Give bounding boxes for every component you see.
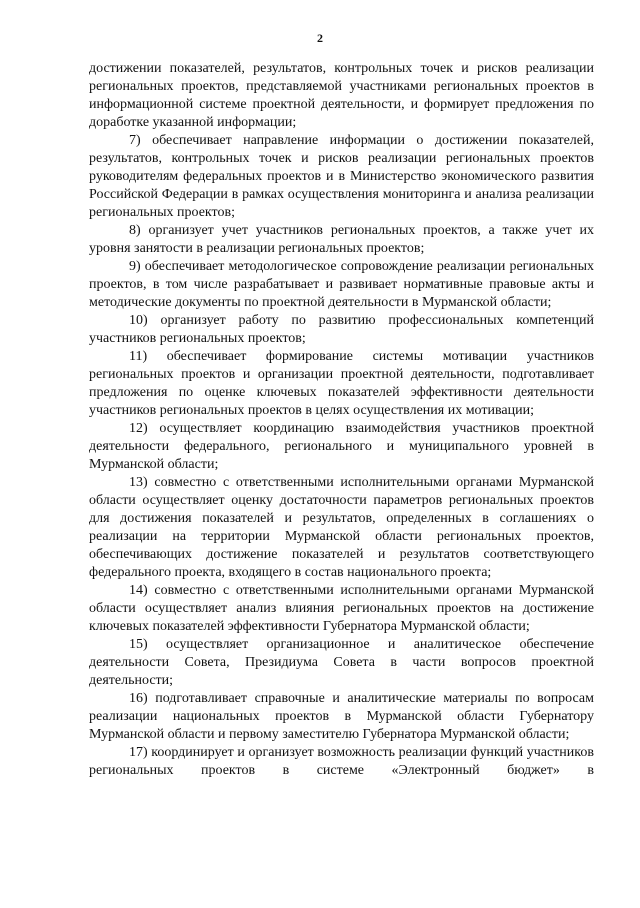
paragraph-item-9: 9) обеспечивает методологическое сопровождение реализации региональных проектов, в том числе разрабатывает и развивает нормативные правовые акты и методические документы по проектной деятельности в Мурманской области; — [89, 259, 594, 310]
paragraph-item-12: 12) осуществляет координацию взаимодействия участников проектной деятельности федерального, регионального и муниципального уровней в Мурманской области; — [89, 421, 594, 472]
paragraph-item-8: 8) организует учет участников региональных проектов, а также учет их уровня занятости в реализации региональных проектов; — [89, 223, 594, 256]
page-number: 2 — [317, 31, 323, 45]
paragraph-item-13: 13) совместно с ответственными исполнительными органами Мурманской области осуществляет оценку достаточности параметров региональных проектов для достижения показателей и результатов, определенных в соглашениях о реализации на территории Мурманской области региональных проектов, обеспечивающих достижение показателей и результатов соответствующего федерального проекта, входящего в состав национального проекта; — [89, 475, 594, 580]
paragraph-item-16: 16) подготавливает справочные и аналитические материалы по вопросам реализации национальных проектов в Мурманской области Губернатору Мурманской области и первому заместителю Губернатора Мурманской области; — [89, 691, 594, 742]
paragraph-item-15: 15) осуществляет организационное и аналитическое обеспечение деятельности Совета, Президиума Совета в части вопросов проектной деятельности; — [89, 637, 594, 688]
paragraph-continuation: достижении показателей, результатов, контрольных точек и рисков реализации региональных проектов, представляемой участниками региональных проектов в информационной системе проектной деятельности, и формирует предложения по доработке указанной информации; — [89, 61, 594, 130]
paragraph-item-17: 17) координирует и организует возможность реализации функций участников региональных проектов в системе «Электронный бюджет» в — [89, 745, 594, 778]
document-body — [89, 60, 594, 780]
paragraph-item-14: 14) совместно с ответственными исполнительными органами Мурманской области осуществляет анализ влияния региональных проектов на достижение ключевых показателей эффективности Губернатора Мурманской области; — [89, 583, 594, 634]
paragraph-item-7: 7) обеспечивает направление информации о достижении показателей, результатов, контрольных точек и рисков реализации региональных проектов руководителям федеральных проектов и в Министерство экономического развития Российской Федерации в рамках осуществления мониторинга и анализа реализации региональных проектов; — [89, 133, 594, 220]
paragraph-item-11: 11) обеспечивает формирование системы мотивации участников региональных проектов и организации проектной деятельности, подготавливает предложения по оценке ключевых показателей эффективности деятельности участников региональных проектов в целях осуществления их мотивации; — [89, 349, 594, 418]
paragraph-item-10: 10) организует работу по развитию профессиональных компетенций участников региональных проектов; — [89, 313, 594, 346]
